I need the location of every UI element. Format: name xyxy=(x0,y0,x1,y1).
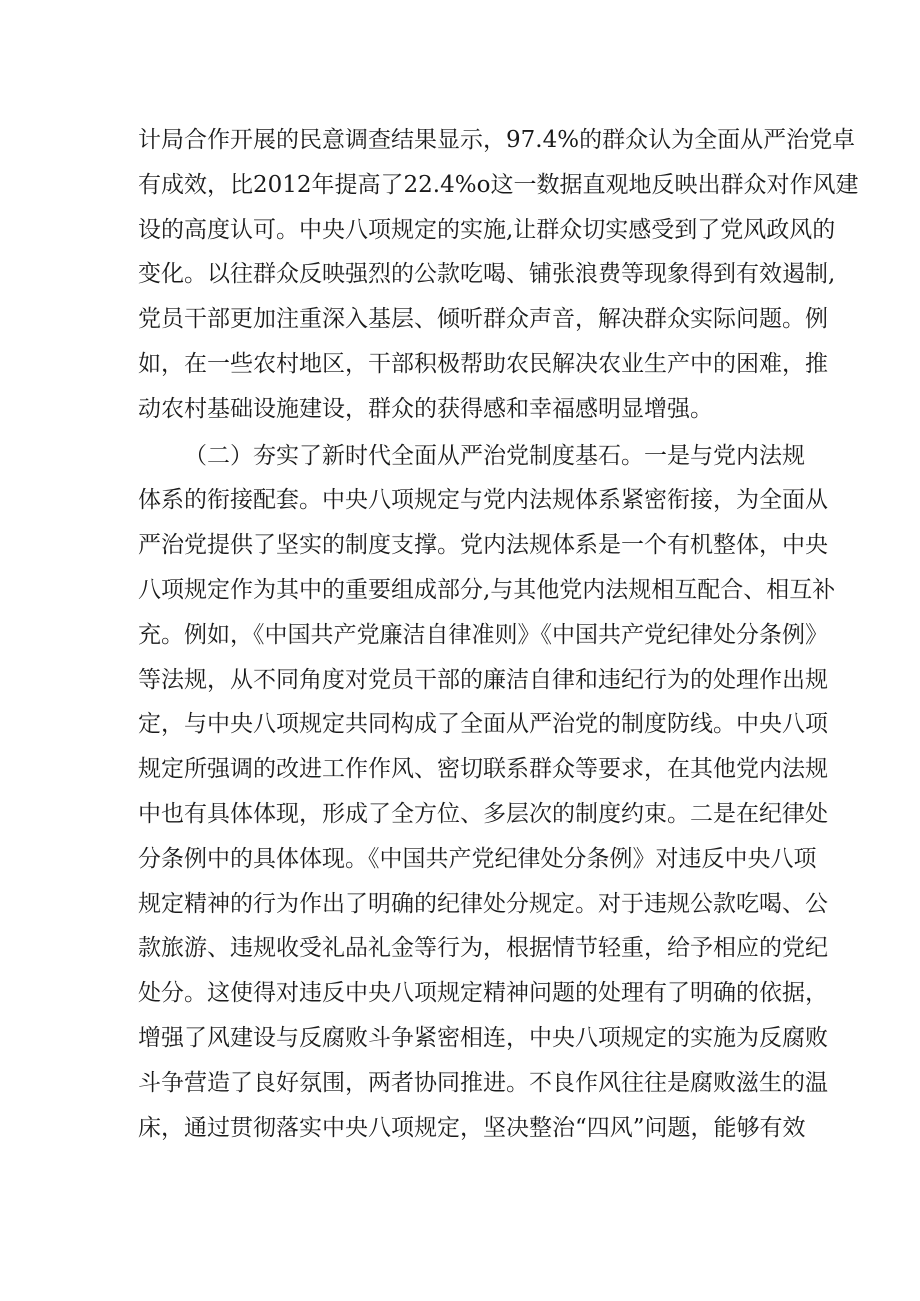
text-line: 斗争营造了良好氛围，两者协同推进。不良作风往往是腐败滋生的温 xyxy=(138,1069,828,1096)
text-line: 处分。这使得对违反中央八项规定精神问题的处理有了明确的依据， xyxy=(138,980,828,1007)
text-line: 体系的衔接配套。中央八项规定与党内法规体系紧密衔接，为全面从 xyxy=(138,487,828,514)
text-line-indented: （二）夯实了新时代全面从严治党制度基石。一是与党内法规 xyxy=(184,442,805,469)
paragraph-1 xyxy=(138,118,859,432)
document-body xyxy=(138,118,859,1150)
text-line: 分条例中的具体体现。《中国共产党纪律处分条例》对违反中央八项 xyxy=(138,845,817,872)
text-line: 充。例如，《中国共产党廉洁自律准则》《中国共产党纪律处分条例》 xyxy=(138,621,828,648)
text-line: 增强了风建设与反腐败斗争紧密相连，中央八项规定的实施为反腐败 xyxy=(138,1024,828,1051)
text-line: 规定精神的行为作出了明确的纪律处分规定。对于违规公款吃喝、公 xyxy=(138,890,828,917)
text-line: 床，通过贯彻落实中央八项规定，坚决整治“四风”问题，能够有效 xyxy=(138,1114,806,1141)
text-line: 等法规，从不同角度对党员干部的廉洁自律和违纪行为的处理作出规 xyxy=(138,666,828,693)
text-line: 严治党提供了坚实的制度支撑。党内法规体系是一个有机整体，中央 xyxy=(138,532,828,559)
text-line: 动农村基础设施建设，群众的获得感和幸福感明显增强。 xyxy=(138,395,713,422)
text-line: 有成效，比2012年提高了22.4%o这一数据直观地反映出群众对作风建 xyxy=(138,171,859,198)
paragraph-2 xyxy=(138,434,836,1151)
text-line: 党员干部更加注重深入基层、倾听群众声音，解决群众实际问题。例 xyxy=(138,306,828,333)
text-line: 八项规定作为其中的重要组成部分,与其他党内法规相互配合、相互补 xyxy=(138,576,836,603)
text-line: 中也有具体体现，形成了全方位、多层次的制度约束。二是在纪律处 xyxy=(138,800,828,827)
text-line: 变化。以往群众反映强烈的公款吃喝、铺张浪费等现象得到有效遏制, xyxy=(138,261,836,288)
text-line: 如，在一些农村地区，干部积极帮助农民解决农业生产中的困难，推 xyxy=(138,350,828,377)
text-line: 规定所强调的改进工作作风、密切联系群众等要求，在其他党内法规 xyxy=(138,756,828,783)
text-line: 计局合作开展的民意调查结果显示，97.4%的群众认为全面从严治党卓 xyxy=(138,127,856,153)
text-line: 设的高度认可。中央八项规定的实施,让群众切实感受到了党风政风的 xyxy=(138,216,836,243)
text-line: 定，与中央八项规定共同构成了全面从严治党的制度防线。中央八项 xyxy=(138,711,828,738)
text-line: 款旅游、违规收受礼品礼金等行为，根据情节轻重，给予相应的党纪 xyxy=(138,935,828,962)
